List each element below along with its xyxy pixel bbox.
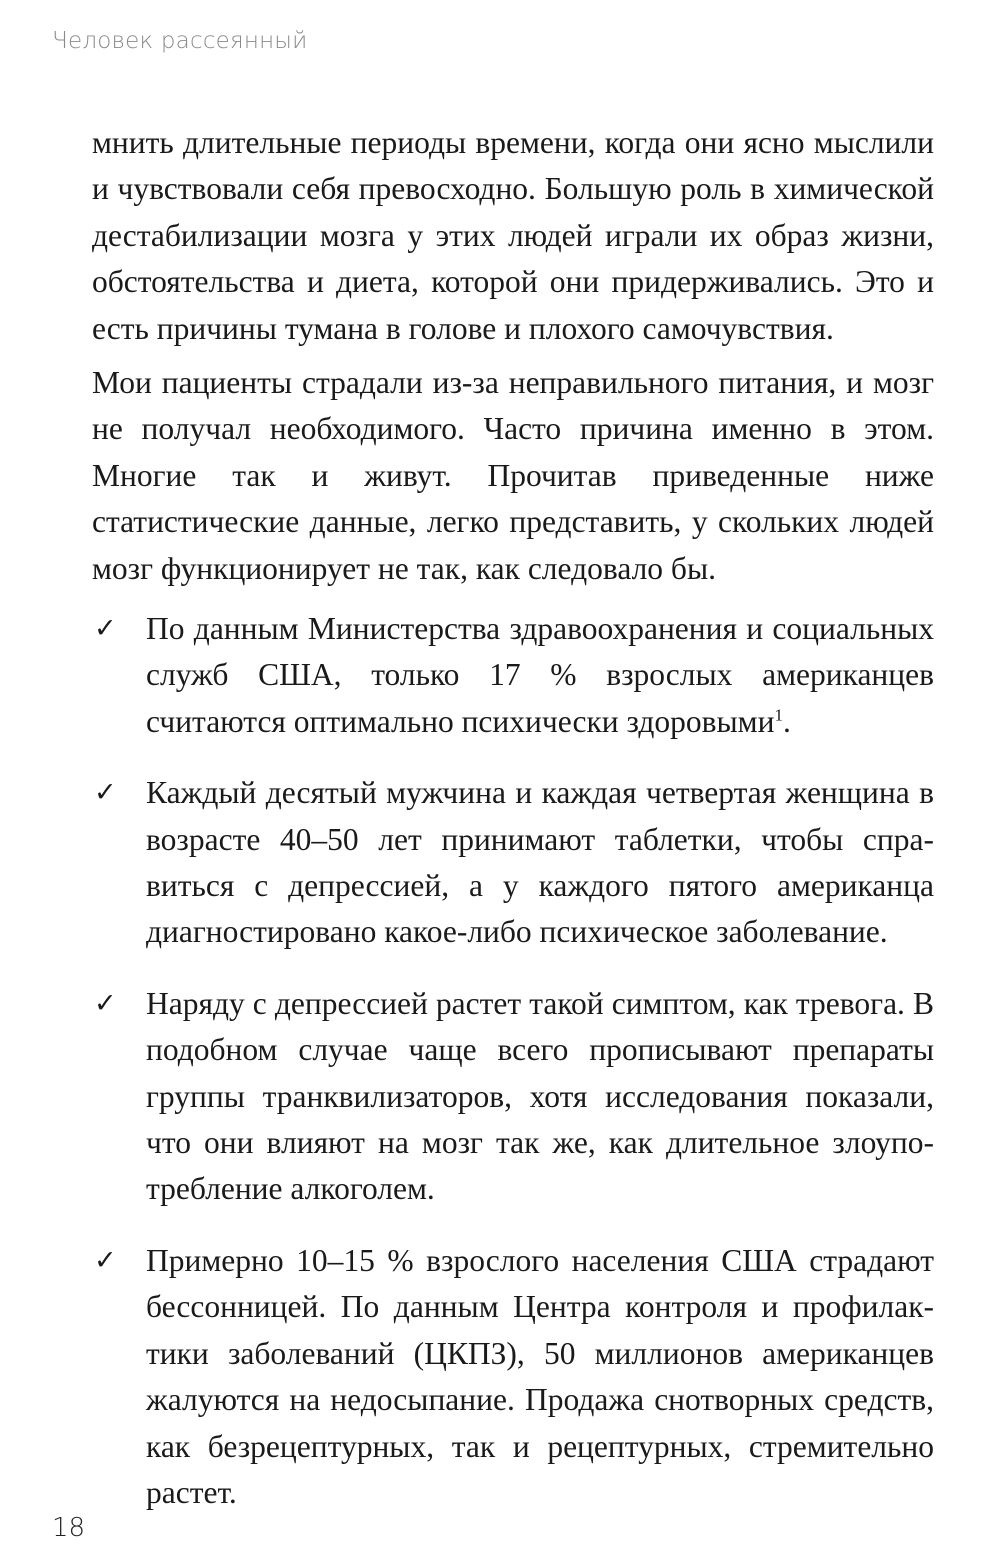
checkmark-icon: ✓	[94, 987, 117, 1019]
footnote-marker: 1	[774, 705, 783, 725]
checkmark-icon: ✓	[94, 1244, 117, 1276]
statistics-list	[92, 606, 934, 1541]
list-item-text: Каждый десятый мужчина и каждая четвертая женщина в возрасте 40–50 лет принимают таблетки, чтобы справиться с депрессией, а у каждого пятого американца диагностировано какое-либо психическое заболевание.	[146, 775, 934, 950]
checkmark-icon: ✓	[94, 777, 117, 809]
list-item-tail: .	[782, 703, 791, 739]
page-number: 18	[52, 1513, 86, 1543]
list-item-text: Примерно 10–15 % взрослого населения США страдают бессонницей. По данным Центра контроля и профилактики заболеваний (ЦКПЗ), 50 миллионов американцев жалуются на недосыпание. Продажа снотворных средств, как безрецептурных, так и рецептурных, стремительно растет.	[146, 1242, 934, 1510]
checkmark-icon: ✓	[94, 613, 117, 644]
list-item	[92, 770, 934, 956]
list-item	[92, 606, 934, 745]
list-item-text: По данным Министерства здравоохранения и социальных служб США, только 17 % взрослых американцев считаются оптимально психически здоровыми	[146, 611, 934, 739]
paragraph-2: Мои пациенты страдали из-за неправильного питания, и мозг не получал необходимого. Часто причина именно в этом. Многие так и живут. Прочитав приведенные ниже статистические данные, легко представить, у скольких людей мозг функционирует не так, как следовало бы.	[92, 365, 934, 586]
list-item	[92, 1238, 934, 1516]
running-head: Человек рассеянный	[52, 28, 308, 54]
paragraph-1: мнить длительные периоды времени, когда они ясно мыслили и чувствовали себя превосходно. Большую роль в химической дестабилизации мозга у этих людей играли их образ жизни, обстоятельства и диета, которой они придерживались. Это и есть причины тумана в голове и плохого самочувствия.	[92, 125, 934, 346]
list-item	[92, 981, 934, 1213]
list-item-text: Наряду с депрессией растет такой симптом, как тревога. В подобном случае чаще всего прописывают препараты группы транквилизаторов, хотя исследования показали, что они влияют на мозг так же, как длительное злоупотребление алкоголем.	[146, 985, 934, 1207]
